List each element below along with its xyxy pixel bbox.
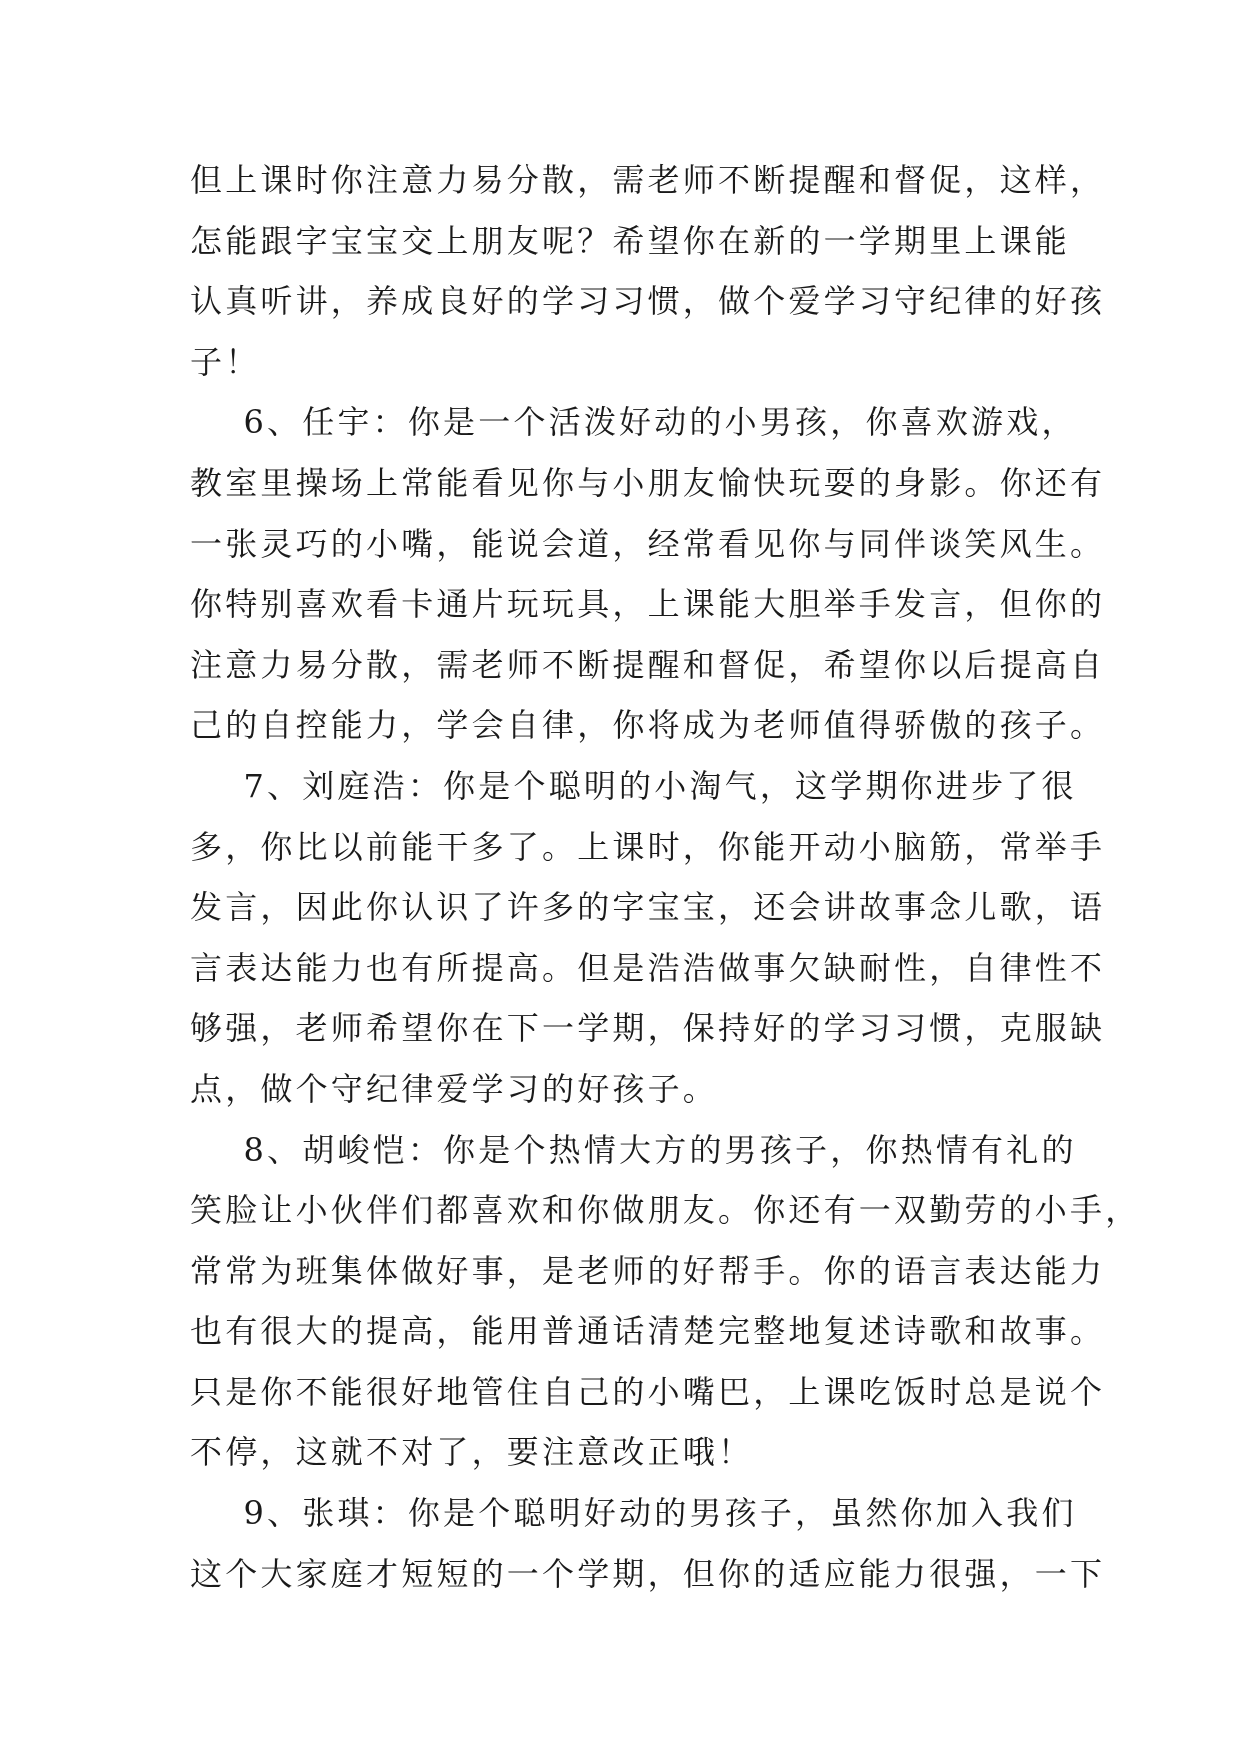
text-line: 不停，这就不对了，要注意改正哦！ [190,1433,754,1472]
text-line: 多，你比以前能干多了。上课时，你能开动小脑筋，常举手 [190,827,1106,866]
text-line: 这个大家庭才短短的一个学期，但你的适应能力很强，一下 [190,1554,1106,1593]
text-line: 常常为班集体做好事，是老师的好帮手。你的语言表达能力 [190,1251,1106,1290]
text-line: 但上课时你注意力易分散，需老师不断提醒和督促，这样， [190,161,1106,199]
text-line: 怎能跟字宝宝交上朋友呢？希望你在新的一学期里上课能 [190,221,1071,260]
text-line: 发言，因此你认识了许多的字宝宝，还会讲故事念儿歌，语 [190,888,1106,927]
text-line: 己的自控能力，学会自律，你将成为老师值得骄傲的孩子。 [190,706,1106,745]
text-line: 教室里操场上常能看见你与小朋友愉快玩耍的身影。你还有 [190,463,1106,502]
text-line: 6、任宇：你是一个活泼好动的小男孩，你喜欢游戏， [190,403,1077,442]
text-line: 点，做个守纪律爱学习的好孩子。 [190,1069,719,1108]
text-line: 只是你不能很好地管住自己的小嘴巴，上课吃饭时总是说个 [190,1372,1106,1411]
text-line: 注意力易分散，需老师不断提醒和督促，希望你以后提高自 [190,645,1106,684]
text-line: 认真听讲，养成良好的学习习惯，做个爱学习守纪律的好孩 [190,282,1106,321]
text-line: 7、刘庭浩：你是个聪明的小淘气，这学期你进步了很 [190,766,1077,805]
text-line: 一张灵巧的小嘴，能说会道，经常看见你与同伴谈笑风生。 [190,524,1106,563]
text-line: 你特别喜欢看卡通片玩玩具，上课能大胆举手发言，但你的 [190,585,1106,624]
text-line: 9、张琪：你是个聪明好动的男孩子，虽然你加入我们 [190,1494,1077,1533]
text-line: 也有很大的提高，能用普通话清楚完整地复述诗歌和故事。 [190,1312,1106,1351]
text-line: 子！ [190,342,261,381]
text-line: 8、胡峻恺：你是个热情大方的男孩子，你热情有礼的 [190,1130,1077,1169]
text-line: 笑脸让小伙伴们都喜欢和你做朋友。你还有一双勤劳的小手， [190,1191,1141,1230]
text-line: 够强，老师希望你在下一学期，保持好的学习习惯，克服缺 [190,1009,1106,1048]
text-line: 言表达能力也有所提高。但是浩浩做事欠缺耐性，自律性不 [190,948,1106,987]
document-body [190,160,1141,1614]
